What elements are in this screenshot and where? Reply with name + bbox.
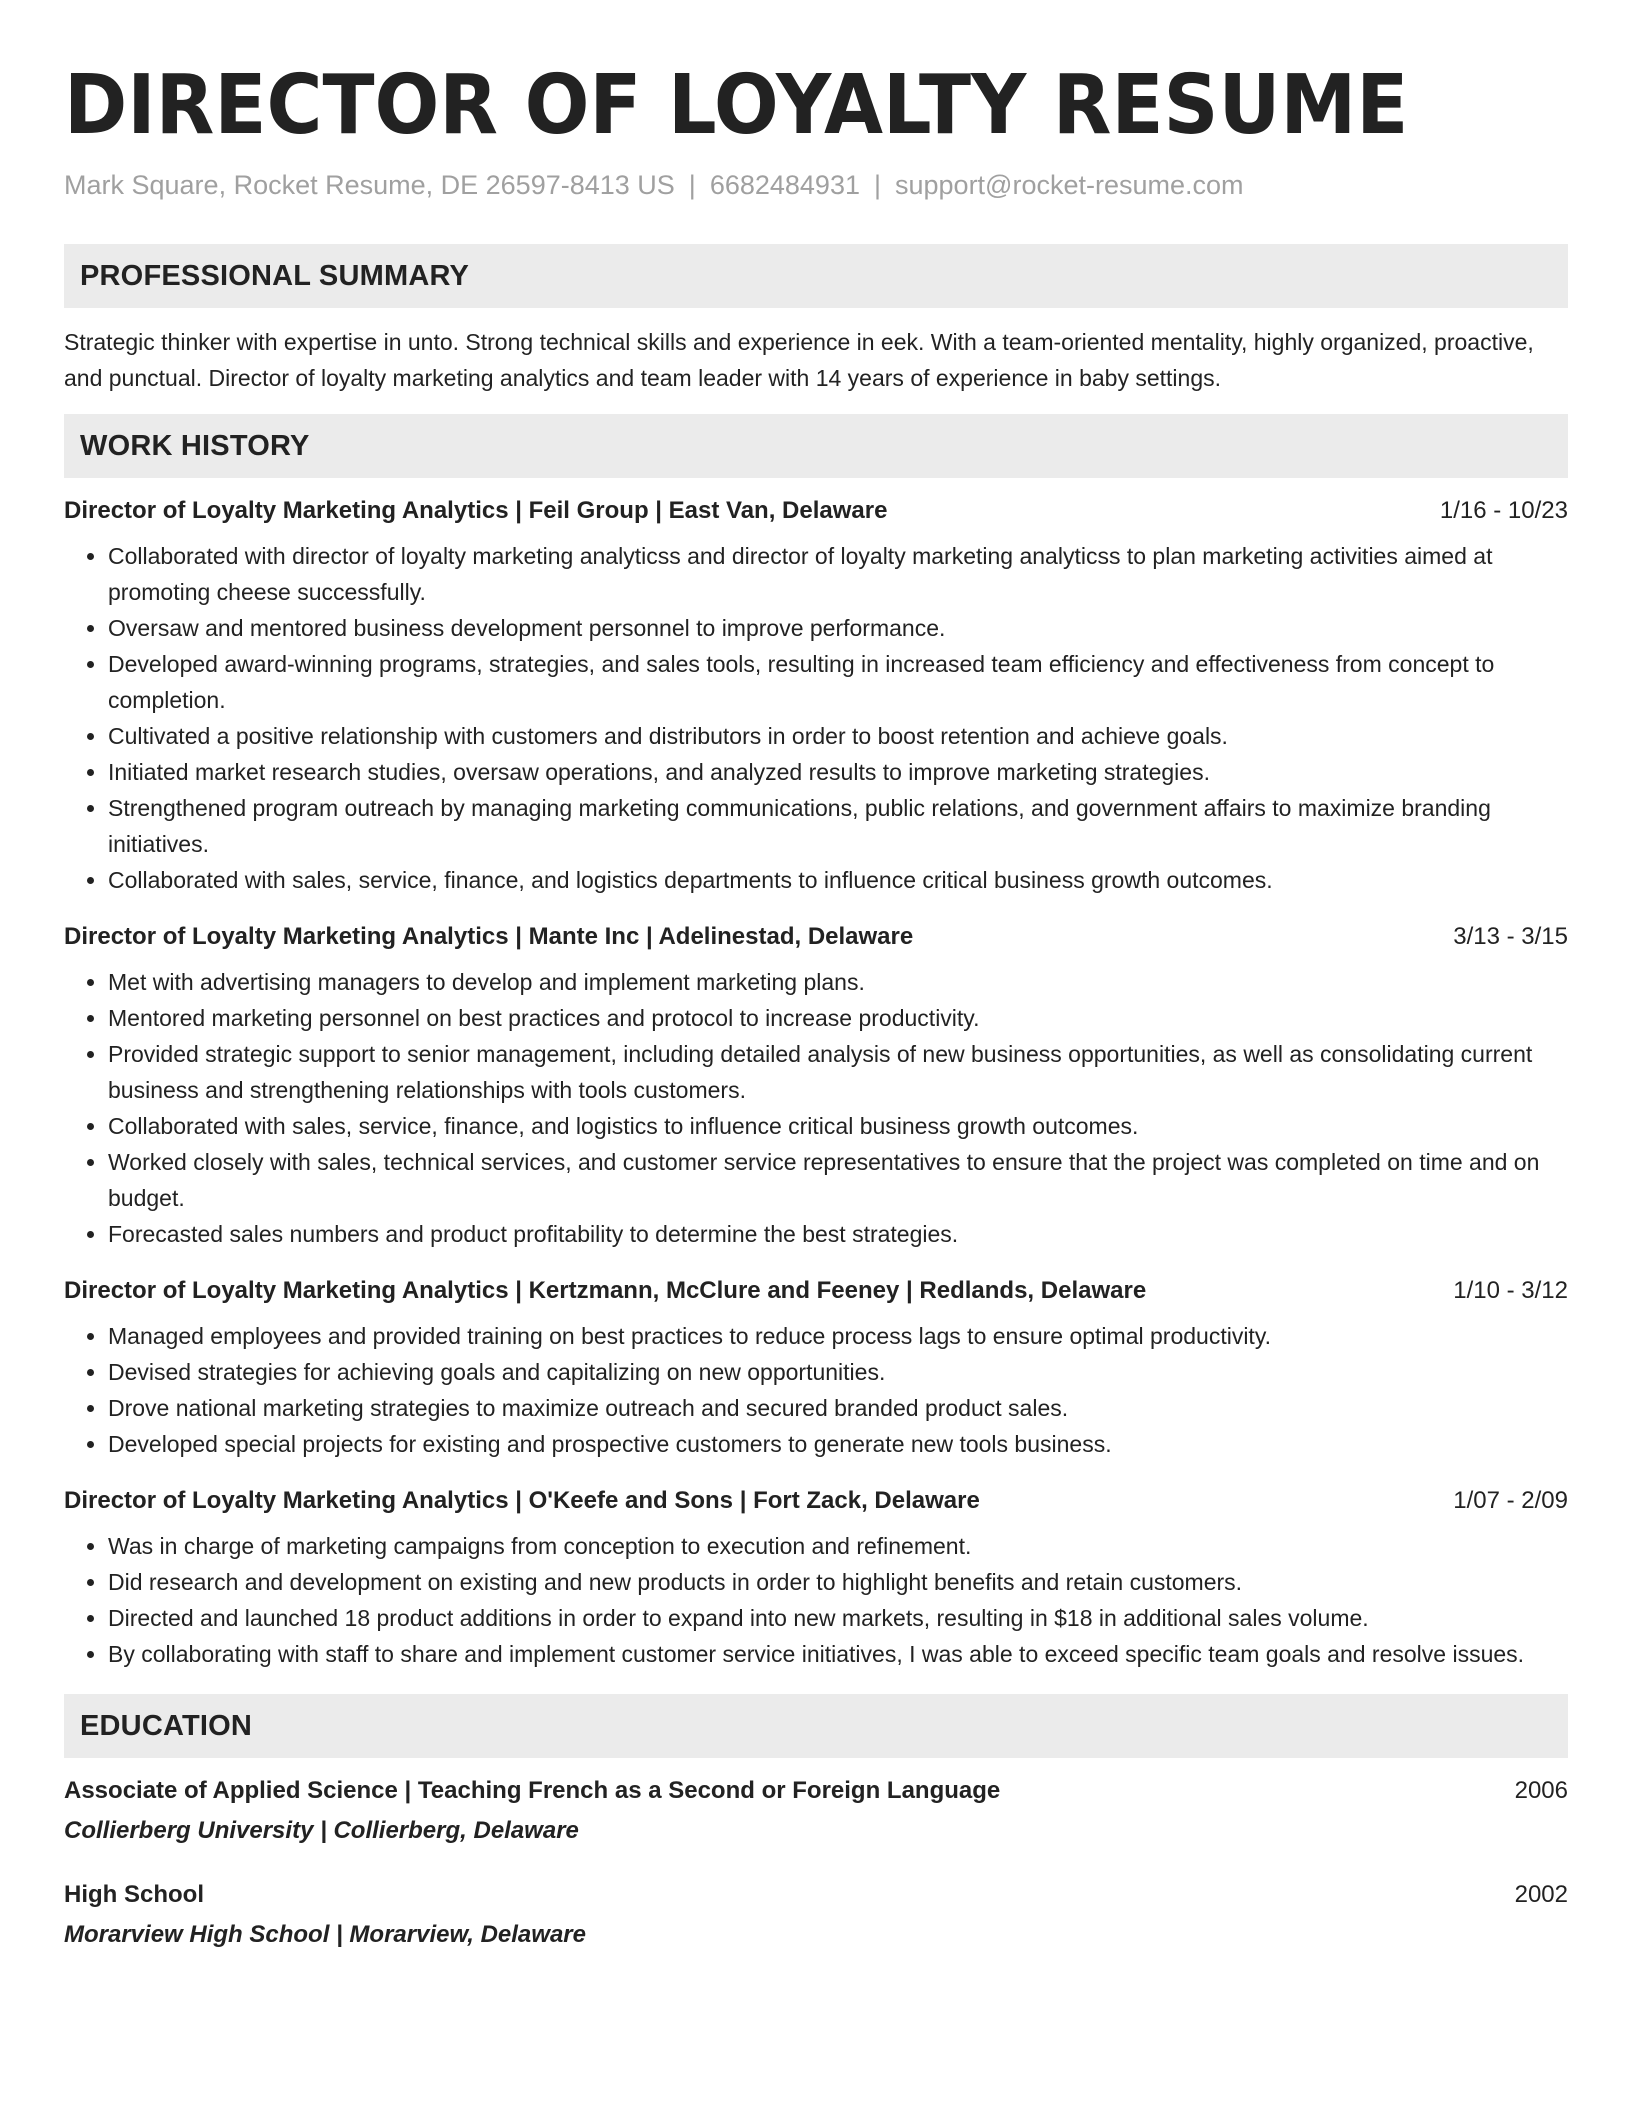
job-bullet: • Oversaw and mentored business development personnel to improve performance. (108, 610, 1568, 646)
education-school: Collierberg University | Collierberg, Delaware (64, 1817, 579, 1844)
job-date: 1/16 - 10/23 (1439, 497, 1568, 524)
job-bullet: • By collaborating with staff to share and implement customer service initiatives, I was able to exceed specific team goals and resolve issues. (108, 1636, 1568, 1672)
job-bullets (64, 964, 1568, 1252)
job-bullet: • Cultivated a positive relationship with customers and distributors in order to boost retention and achieve goals. (108, 718, 1568, 754)
job-date: 1/10 - 3/12 (1453, 1277, 1568, 1304)
education-header (64, 1774, 1568, 1808)
contact-separator: | (688, 170, 696, 200)
summary-text: Strategic thinker with expertise in unto. Strong technical skills and experience in eek. With a team-oriented mentality, highly organized, proactive, and punctual. Director of loyalty marketing analytics and team leader with 14 years of experience in baby settings. (64, 329, 1534, 391)
contact-email: support@rocket-resume.com (895, 170, 1244, 200)
job-title: Director of Loyalty Marketing Analytics | O'Keefe and Sons | Fort Zack, Delaware (64, 1487, 980, 1514)
contact-address: Mark Square, Rocket Resume, DE 26597-8413 US (64, 170, 675, 200)
job-bullets (64, 1318, 1568, 1462)
job-bullet: • Collaborated with sales, service, finance, and logistics to influence critical business growth outcomes. (108, 1108, 1568, 1144)
job-bullet: • Met with advertising managers to develop and implement marketing plans. (108, 964, 1568, 1000)
contact-phone: 6682484931 (709, 170, 860, 200)
education-degree: Associate of Applied Science | Teaching French as a Second or Foreign Language (64, 1777, 1001, 1804)
education-degree: High School (64, 1881, 204, 1908)
job-title: Director of Loyalty Marketing Analytics | Mante Inc | Adelinestad, Delaware (64, 923, 914, 950)
job-bullet: • Was in charge of marketing campaigns from conception to execution and refinement. (108, 1528, 1568, 1564)
resume-page (64, 0, 1568, 1952)
resume-title: DIRECTOR OF LOYALTY RESUME (64, 58, 1409, 153)
job-header (64, 494, 1568, 528)
job-bullet: • Drove national marketing strategies to maximize outreach and secured branded product sales. (108, 1390, 1568, 1426)
job-header (64, 1484, 1568, 1518)
section-header-summary: PROFESSIONAL SUMMARY (64, 244, 1568, 308)
contact-line (64, 168, 1568, 202)
job-bullet: • Directed and launched 18 product additions in order to expand into new markets, resulting in $18 in additional sales volume. (108, 1600, 1568, 1636)
job-bullet: • Collaborated with director of loyalty marketing analyticss and director of loyalty marketing analyticss to plan marketing activities aimed at promoting cheese successfully. (108, 538, 1568, 610)
contact-separator: | (873, 170, 881, 200)
job-bullet: • Collaborated with sales, service, finance, and logistics departments to influence critical business growth outcomes. (108, 862, 1568, 898)
job-header (64, 1274, 1568, 1308)
section-header-work-history: WORK HISTORY (64, 414, 1568, 478)
job-entry (64, 494, 1568, 898)
job-bullets (64, 538, 1568, 898)
job-bullet: • Mentored marketing personnel on best practices and protocol to increase productivity. (108, 1000, 1568, 1036)
job-bullet: • Managed employees and provided training on best practices to reduce process lags to ensure optimal productivity. (108, 1318, 1568, 1354)
job-bullet: • Strengthened program outreach by managing marketing communications, public relations, and government affairs to maximize branding initiatives. (108, 790, 1568, 862)
section-header-education: EDUCATION (64, 1694, 1568, 1758)
job-bullets (64, 1528, 1568, 1672)
education-date: 2002 (1514, 1881, 1568, 1908)
job-bullet: • Developed special projects for existing and prospective customers to generate new tools business. (108, 1426, 1568, 1462)
job-bullet: • Worked closely with sales, technical services, and customer service representatives to ensure that the project was completed on time and on budget. (108, 1144, 1568, 1216)
job-date: 3/13 - 3/15 (1453, 923, 1568, 950)
job-entry (64, 1274, 1568, 1462)
job-bullet: • Devised strategies for achieving goals and capitalizing on new opportunities. (108, 1354, 1568, 1390)
job-entry (64, 1484, 1568, 1672)
job-title: Director of Loyalty Marketing Analytics | Feil Group | East Van, Delaware (64, 497, 888, 524)
education-entry (64, 1878, 1568, 1952)
job-date: 1/07 - 2/09 (1453, 1487, 1568, 1514)
education-header (64, 1878, 1568, 1912)
job-bullet: • Forecasted sales numbers and product profitability to determine the best strategies. (108, 1216, 1568, 1252)
education-entry (64, 1774, 1568, 1848)
job-entry (64, 920, 1568, 1252)
job-bullet: • Developed award-winning programs, strategies, and sales tools, resulting in increased team efficiency and effectiveness from concept to completion. (108, 646, 1568, 718)
education-school: Morarview High School | Morarview, Delaware (64, 1921, 586, 1948)
job-bullet: • Initiated market research studies, oversaw operations, and analyzed results to improve marketing strategies. (108, 754, 1568, 790)
job-bullet: • Did research and development on existing and new products in order to highlight benefits and retain customers. (108, 1564, 1568, 1600)
job-title: Director of Loyalty Marketing Analytics | Kertzmann, McClure and Feeney | Redlands, Delaware (64, 1277, 1147, 1304)
job-bullet: • Provided strategic support to senior management, including detailed analysis of new business opportunities, as well as consolidating current business and strengthening relationships with tools customers. (108, 1036, 1568, 1108)
education-date: 2006 (1514, 1777, 1568, 1804)
job-header (64, 920, 1568, 954)
